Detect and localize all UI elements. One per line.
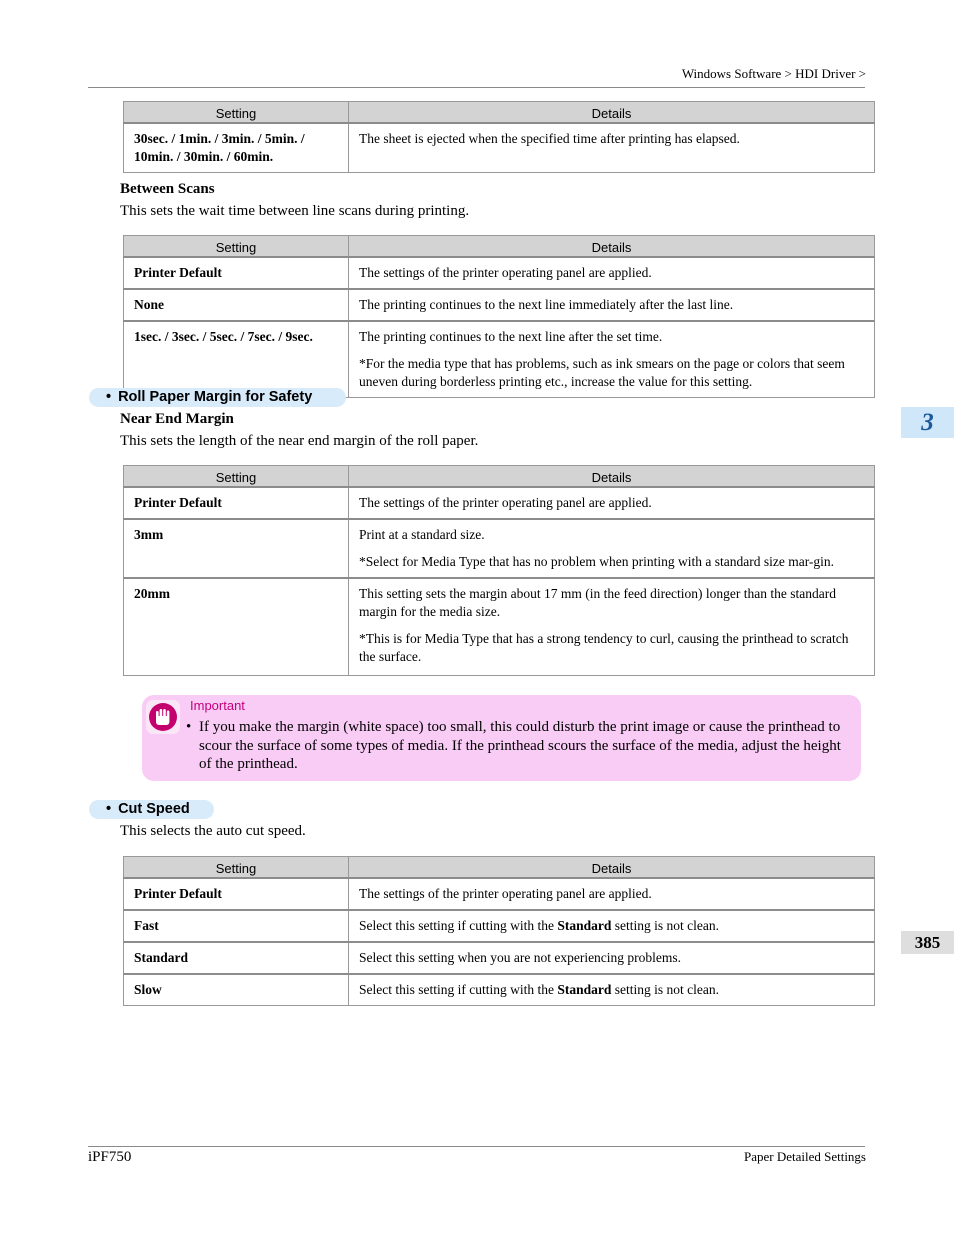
table-near-end-margin <box>123 465 875 676</box>
table-row <box>124 321 875 398</box>
footer-model: iPF750 <box>88 1149 132 1165</box>
details-cell: The settings of the printer operating panel are applied. <box>349 487 875 519</box>
bullet-icon: • <box>186 719 192 735</box>
table-row <box>124 974 875 1006</box>
setting-cell: 3mm <box>124 519 349 578</box>
column-header-details: Details <box>349 236 875 258</box>
column-header-details: Details <box>349 102 875 124</box>
setting-cell: 1sec. / 3sec. / 5sec. / 7sec. / 9sec. <box>124 321 349 398</box>
setting-cell: Printer Default <box>124 257 349 289</box>
setting-cell: Printer Default <box>124 878 349 910</box>
setting-cell: None <box>124 289 349 321</box>
bullet-icon: • <box>106 801 112 817</box>
column-header-setting: Setting <box>124 102 349 124</box>
details-cell: Print at a standard size. *Select for Media Type that has no problem when printing with a standard size mar-gin. <box>349 519 875 578</box>
footer-section-title: Paper Detailed Settings <box>743 1149 866 1164</box>
details-cell: Select this setting when you are not experiencing problems. <box>349 942 875 974</box>
setting-cell: Standard <box>124 942 349 974</box>
details-cell: The printing continues to the next line immediately after the last line. <box>349 289 875 321</box>
column-header-setting: Setting <box>124 466 349 488</box>
section-heading-roll-paper-margin: • Roll Paper Margin for Safety <box>89 388 346 407</box>
setting-cell: 20mm <box>124 578 349 675</box>
setting-cell: Printer Default <box>124 487 349 519</box>
breadcrumb: Windows Software > HDI Driver > <box>681 66 866 81</box>
details-cell: The settings of the printer operating panel are applied. <box>349 257 875 289</box>
details-cell: Select this setting if cutting with the Standard setting is not clean. <box>349 910 875 942</box>
description-cut-speed: This selects the auto cut speed. <box>120 823 306 839</box>
table-row <box>124 578 875 675</box>
subheading-near-end-margin: Near End Margin <box>120 411 234 427</box>
hand-stop-icon <box>146 700 180 734</box>
table-scan-wait-time <box>123 101 875 173</box>
table-row <box>124 289 875 321</box>
details-cell: Select this setting if cutting with the Standard setting is not clean. <box>349 974 875 1006</box>
page-number: 385 <box>901 931 954 954</box>
table-row <box>124 487 875 519</box>
chapter-tab[interactable]: 3 <box>901 407 954 438</box>
important-text: • If you make the margin (white space) too small, this could disturb the print image or cause the printhead to scour the surface of some types of media. If the printhead scours the surface of the media, adjust the height of the printhead. <box>186 719 841 772</box>
table-row <box>124 257 875 289</box>
setting-cell: 30sec. / 1min. / 3min. / 5min. / 10min. / 30min. / 60min. <box>124 123 349 173</box>
table-row <box>124 878 875 910</box>
description-near-end-margin: This sets the length of the near end margin of the roll paper. <box>120 433 479 449</box>
column-header-setting: Setting <box>124 857 349 879</box>
details-cell: This setting sets the margin about 17 mm (in the feed direction) longer than the standard margin for the media size. *This is for Media Type that has a strong tendency to curl, causing the printhead to scratch the surface. <box>349 578 875 675</box>
bullet-icon: • <box>106 389 112 405</box>
column-header-details: Details <box>349 857 875 879</box>
table-between-scans <box>123 235 875 398</box>
column-header-details: Details <box>349 466 875 488</box>
table-row <box>124 123 875 173</box>
description-between-scans: This sets the wait time between line scans during printing. <box>120 203 470 219</box>
details-cell: The settings of the printer operating panel are applied. <box>349 878 875 910</box>
setting-cell: Slow <box>124 974 349 1006</box>
section-heading-cut-speed: • Cut Speed <box>89 800 214 819</box>
subheading-between-scans: Between Scans <box>120 181 215 197</box>
important-label: Important <box>190 698 245 713</box>
table-row <box>124 942 875 974</box>
table-row <box>124 519 875 578</box>
header-rule <box>88 87 865 88</box>
table-cut-speed <box>123 856 875 1006</box>
footer-rule <box>88 1146 865 1147</box>
setting-cell: Fast <box>124 910 349 942</box>
details-cell: The printing continues to the next line after the set time. *For the media type that has problems, such as ink smears on the page or colors that seem uneven during borderless printing etc., increase the value for this setting. <box>349 321 875 398</box>
table-row <box>124 910 875 942</box>
details-cell: The sheet is ejected when the specified time after printing has elapsed. <box>349 123 875 173</box>
column-header-setting: Setting <box>124 236 349 258</box>
